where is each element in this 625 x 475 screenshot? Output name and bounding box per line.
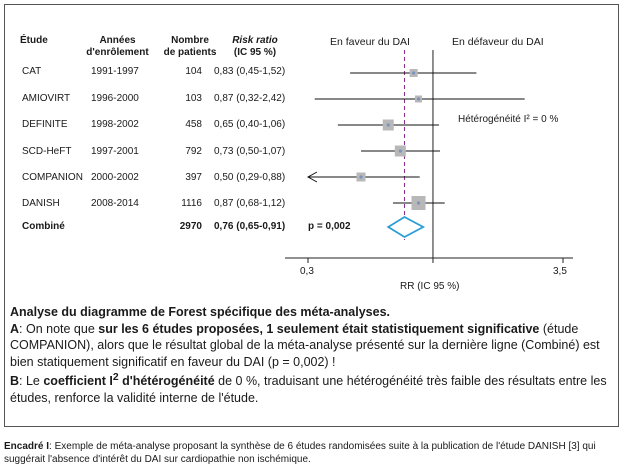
study-name: DANISH (22, 198, 60, 209)
study-risk-ratio: 0,87 (0,32-2,42) (214, 93, 286, 104)
figure-caption (4, 440, 620, 466)
point-b-post: de 0 %, traduisant une hétérogénéité très faible des résultats entre les études, renforce la validité interne de l'étude. (10, 374, 607, 405)
combined-rr: 0,76 (0,65-0,91) (214, 221, 286, 232)
header-rr-line1: Risk ratio (232, 35, 278, 46)
analysis-point-a (10, 321, 610, 371)
header-study: Étude (20, 35, 48, 46)
study-name: AMIOVIRT (22, 93, 71, 104)
header-rr-line2: (IC 95 %) (233, 47, 277, 58)
point-estimate-dot (399, 149, 402, 152)
study-years: 1997-2001 (91, 146, 139, 157)
study-years: 1998-2002 (91, 119, 139, 130)
combined-p-value: p = 0,002 (308, 221, 351, 232)
point-a-pre: : On note que (19, 321, 99, 336)
point-estimate-dot (417, 201, 420, 204)
study-years: 2000-2002 (91, 172, 139, 183)
point-a-label: A (10, 321, 20, 336)
caption-text: : Exemple de méta-analyse proposant la synthèse de 6 études randomisées suite à la publication de l'étude DANISH [3] qui suggérait l'absence d'intérêt du DAI sur cardiopathie non ischémique. (4, 441, 596, 465)
heterogeneity-label: Hétérogénéité I² = 0 % (458, 114, 559, 125)
label-favor-dai: En faveur du DAI (330, 36, 410, 48)
study-patients: 103 (185, 93, 202, 104)
tick-label-low: 0,3 (300, 266, 314, 277)
caption-label: Encadré I (4, 441, 50, 452)
study-name: CAT (22, 66, 42, 77)
point-b-bold-1: coefficient I (43, 374, 113, 389)
study-years: 2008-2014 (91, 198, 139, 209)
study-name: DEFINITE (22, 119, 68, 130)
header-years-line1: Années (99, 35, 136, 46)
tick-label-high: 3,5 (553, 266, 567, 277)
study-years: 1991-1997 (91, 66, 139, 77)
study-risk-ratio: 0,87 (0,68-1,12) (214, 198, 286, 209)
x-axis-label: RR (IC 95 %) (400, 281, 460, 292)
point-a-bold: sur les 6 études proposées, 1 seulement était statistiquement significative (98, 321, 540, 336)
study-patients: 458 (185, 119, 202, 130)
study-risk-ratio: 0,50 (0,29-0,88) (214, 172, 286, 183)
label-against-dai: En défaveur du DAI (452, 36, 544, 48)
analysis-box (10, 304, 610, 406)
header-patients-line1: Nombre (171, 35, 209, 46)
point-estimate-dot (359, 175, 362, 178)
study-name: COMPANION (22, 172, 83, 183)
analysis-title: Analyse du diagramme de Forest spécifique des méta-analyses. (10, 305, 391, 319)
point-b-bold-2: d'hétérogénéité (118, 374, 215, 389)
point-b-label: B (10, 374, 20, 389)
point-b-pre: : Le (19, 374, 44, 389)
point-a-post: (étude COMPANION), alors que le résultat global de la méta-analyse présenté sur la dernière ligne (Combiné) est bien statiquement significatif en faveur du DAI (p = 0,002) ! (10, 321, 600, 369)
study-years: 1996-2000 (91, 93, 139, 104)
analysis-point-b (10, 370, 610, 406)
combined-diamond (388, 217, 423, 237)
study-risk-ratio: 0,73 (0,50-1,07) (214, 146, 286, 157)
study-risk-ratio: 0,83 (0,45-1,52) (214, 66, 286, 77)
combined-n: 2970 (179, 221, 202, 232)
point-b-sup: 2 (112, 372, 119, 383)
study-name: SCD-HeFT (22, 146, 72, 157)
header-years-line2: d'enrôlement (86, 47, 149, 58)
study-patients: 397 (185, 172, 202, 183)
combined-label: Combiné (22, 221, 65, 232)
header-patients-line2: de patients (163, 47, 217, 58)
point-estimate-dot (417, 97, 420, 100)
study-patients: 792 (185, 146, 202, 157)
study-patients: 104 (185, 66, 202, 77)
study-risk-ratio: 0,65 (0,40-1,06) (214, 119, 286, 130)
point-estimate-dot (412, 71, 415, 74)
point-estimate-dot (387, 123, 390, 126)
study-patients: 1116 (181, 198, 202, 209)
